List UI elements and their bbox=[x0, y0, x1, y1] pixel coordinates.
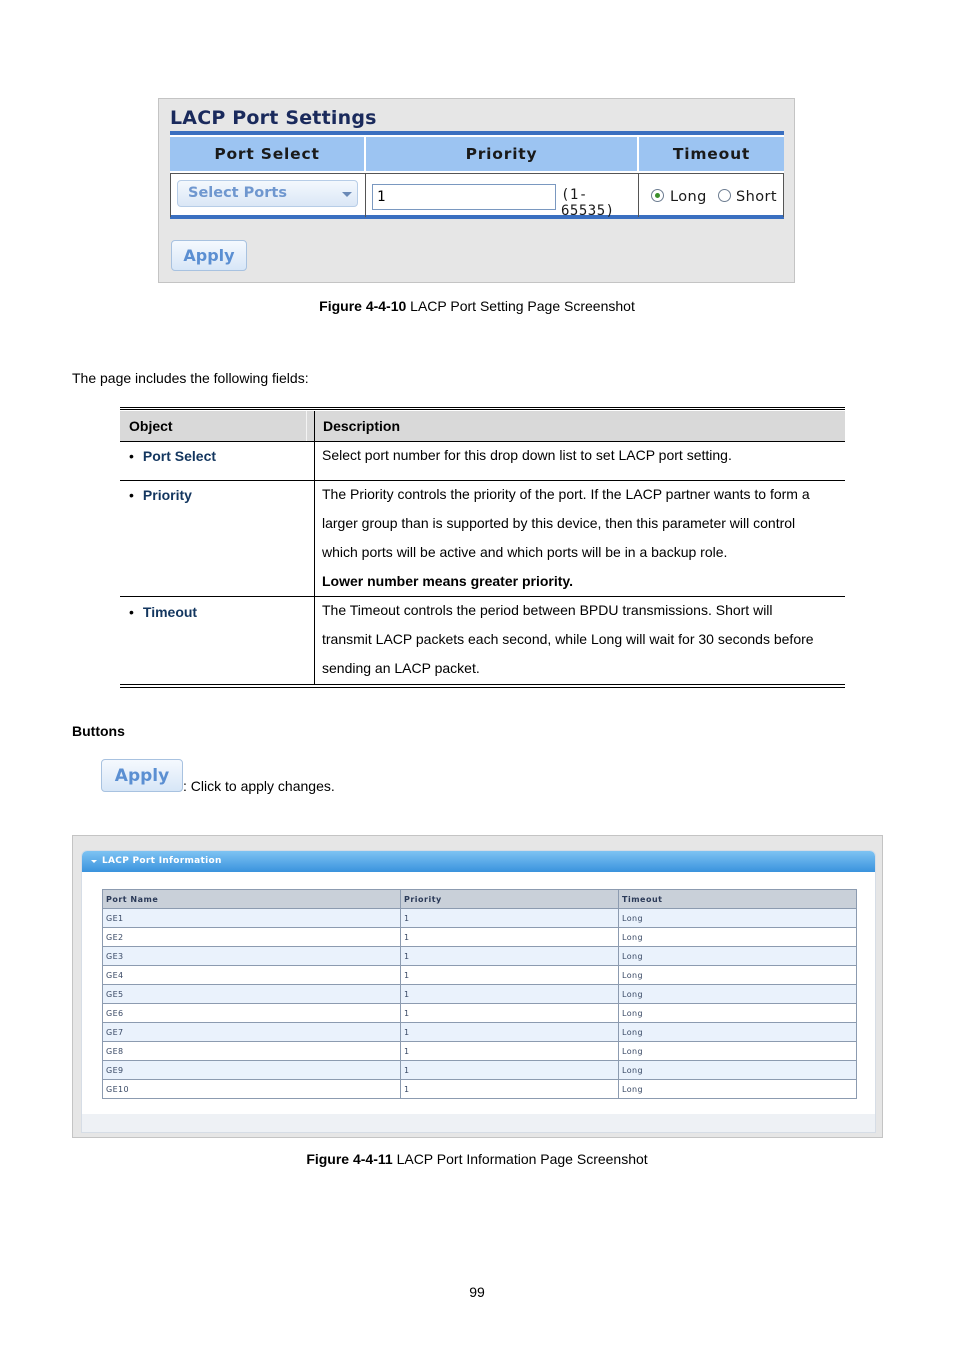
table-row bbox=[103, 947, 857, 966]
timeout-short-radio[interactable] bbox=[718, 189, 731, 202]
timeout-long-label: Long bbox=[670, 189, 707, 205]
table-top-rule bbox=[120, 407, 845, 410]
field-object-timeout: • Timeout bbox=[129, 604, 198, 620]
column-header-timeout: Timeout bbox=[639, 137, 784, 171]
chevron-down-icon bbox=[342, 192, 352, 197]
table-bottom-rule bbox=[120, 684, 845, 688]
priority-cell: 1 bbox=[401, 966, 619, 985]
timeout-cell: Long bbox=[619, 1004, 857, 1023]
intro-text: The page includes the following fields: bbox=[72, 370, 309, 386]
table-header-row bbox=[103, 890, 857, 909]
column-header-priority: Priority bbox=[366, 137, 639, 171]
column-header-object: Object bbox=[120, 411, 314, 441]
timeout-cell: Long bbox=[619, 985, 857, 1004]
timeout-cell: Long bbox=[619, 909, 857, 928]
column-divider bbox=[314, 411, 315, 684]
priority-input[interactable] bbox=[372, 184, 556, 210]
port-select-cell bbox=[170, 173, 366, 217]
field-object-port-select: • Port Select bbox=[129, 448, 217, 464]
timeout-cell bbox=[639, 173, 784, 217]
timeout-cell: Long bbox=[619, 1023, 857, 1042]
port-select-dropdown[interactable] bbox=[177, 180, 358, 207]
priority-cell: 1 bbox=[401, 909, 619, 928]
buttons-heading: Buttons bbox=[72, 723, 125, 739]
panel-title-bar[interactable] bbox=[82, 851, 875, 872]
timeout-cell: Long bbox=[619, 1042, 857, 1061]
timeout-cell: Long bbox=[619, 1061, 857, 1080]
priority-cell: 1 bbox=[401, 1023, 619, 1042]
field-desc-timeout: The Timeout controls the period between BPDU transmissions. Short will transmit LACP packets each second, while Long will wait for 30 seconds before sending an LACP packet. bbox=[322, 602, 814, 676]
timeout-long-radio[interactable] bbox=[651, 189, 664, 202]
lacp-port-information-panel bbox=[81, 850, 876, 1133]
priority-cell: 1 bbox=[401, 1004, 619, 1023]
table-row bbox=[103, 1061, 857, 1080]
column-header-port-name: Port Name bbox=[103, 890, 401, 909]
timeout-cell: Long bbox=[619, 1080, 857, 1099]
figure2-caption bbox=[0, 1151, 954, 1167]
priority-cell: 1 bbox=[401, 985, 619, 1004]
figure1-caption bbox=[0, 298, 954, 314]
table-row bbox=[103, 909, 857, 928]
table-row bbox=[103, 1080, 857, 1099]
apply-button[interactable]: Apply bbox=[171, 240, 247, 271]
lacp-port-information-figure bbox=[72, 835, 883, 1138]
collapse-arrow-icon bbox=[91, 860, 97, 863]
table-row bbox=[103, 1004, 857, 1023]
port-name-cell: GE2 bbox=[103, 928, 401, 947]
port-select-value: Select Ports bbox=[188, 185, 287, 201]
table-row bbox=[103, 1042, 857, 1061]
port-name-cell: GE5 bbox=[103, 985, 401, 1004]
figure1-caption-text: LACP Port Setting Page Screenshot bbox=[406, 298, 635, 314]
table-row bbox=[103, 985, 857, 1004]
figure1-caption-number: Figure 4-4-10 bbox=[319, 298, 407, 314]
port-name-cell: GE8 bbox=[103, 1042, 401, 1061]
table-row bbox=[103, 966, 857, 985]
port-name-cell: GE4 bbox=[103, 966, 401, 985]
panel-title: LACP Port Information bbox=[102, 856, 222, 866]
column-header-description: Description bbox=[314, 411, 845, 441]
panel-footer bbox=[82, 1114, 875, 1132]
apply-description: : Click to apply changes. bbox=[183, 778, 335, 794]
priority-range-hint: (1-65535) bbox=[561, 187, 615, 219]
lacp-port-settings-table bbox=[170, 131, 784, 219]
timeout-short-label: Short bbox=[736, 189, 777, 205]
field-object-priority: • Priority bbox=[129, 487, 192, 503]
priority-cell: 1 bbox=[401, 1042, 619, 1061]
apply-button-sample[interactable]: Apply bbox=[101, 759, 183, 792]
figure2-caption-text: LACP Port Information Page Screenshot bbox=[392, 1151, 648, 1167]
port-name-cell: GE6 bbox=[103, 1004, 401, 1023]
table-row bbox=[103, 928, 857, 947]
priority-cell: 1 bbox=[401, 928, 619, 947]
timeout-cell: Long bbox=[619, 966, 857, 985]
port-name-cell: GE3 bbox=[103, 947, 401, 966]
lacp-port-settings-figure bbox=[158, 98, 795, 283]
field-desc-port-select: Select port number for this drop down list to set LACP port setting. bbox=[322, 447, 732, 463]
page-number: 99 bbox=[469, 1284, 485, 1300]
port-name-cell: GE10 bbox=[103, 1080, 401, 1099]
lacp-port-information-table bbox=[102, 889, 857, 1099]
priority-cell: 1 bbox=[401, 1080, 619, 1099]
port-name-cell: GE7 bbox=[103, 1023, 401, 1042]
timeout-cell: Long bbox=[619, 928, 857, 947]
lacp-port-settings-title: LACP Port Settings bbox=[170, 107, 377, 129]
column-header-timeout: Timeout bbox=[619, 890, 857, 909]
column-header-priority: Priority bbox=[401, 890, 619, 909]
field-desc-priority: The Priority controls the priority of the port. If the LACP partner wants to form a larger group than is supported by this device, then this parameter will control which ports will be active and which ports will be in a backup role. Lower number means greater priority. bbox=[322, 486, 810, 589]
port-name-cell: GE9 bbox=[103, 1061, 401, 1080]
priority-cell: 1 bbox=[401, 1061, 619, 1080]
timeout-cell: Long bbox=[619, 947, 857, 966]
port-name-cell: GE1 bbox=[103, 909, 401, 928]
table-row bbox=[103, 1023, 857, 1042]
priority-cell: 1 bbox=[401, 947, 619, 966]
header-divider bbox=[306, 411, 307, 441]
column-header-port-select: Port Select bbox=[170, 137, 366, 171]
figure2-caption-number: Figure 4-4-11 bbox=[306, 1151, 393, 1167]
priority-cell bbox=[366, 173, 639, 217]
